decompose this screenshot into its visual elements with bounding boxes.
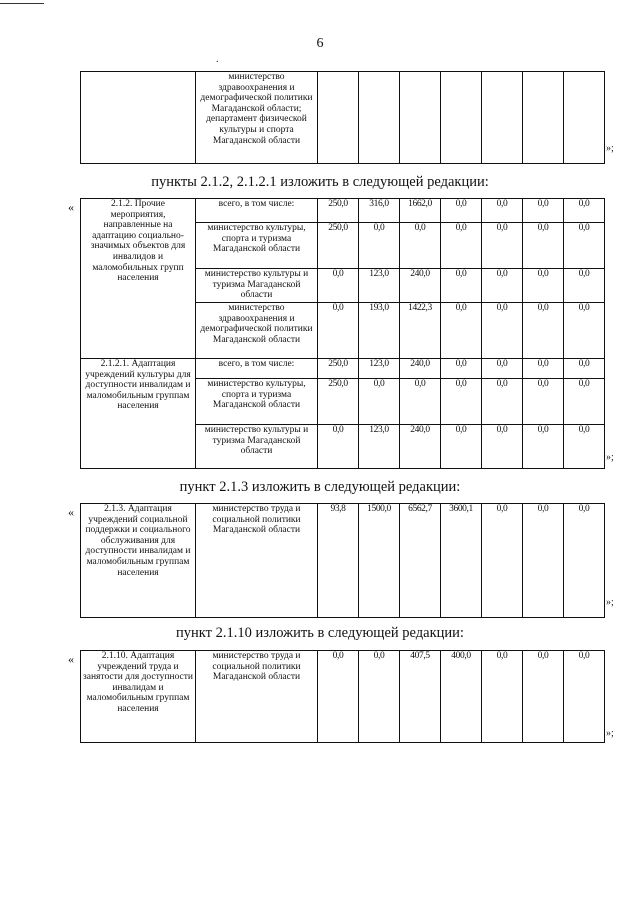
value-cell: 0,0	[441, 223, 482, 269]
value-cell: 0,0	[359, 651, 400, 743]
value-cell: 0,0	[523, 651, 564, 743]
executor-cell: всего, в том числе:	[196, 199, 318, 223]
value-cell: 0,0	[482, 379, 523, 425]
value-cell: 240,0	[400, 425, 441, 469]
description-cell	[81, 72, 196, 164]
value-cell: 316,0	[359, 199, 400, 223]
value-cell: 0,0	[359, 379, 400, 425]
quote-close: »;	[606, 143, 614, 154]
executor-cell: министерство здравоохранения и демографической политики Магаданской области; департамент физической культуры и спорта Магаданской области	[196, 72, 318, 164]
value-cell: 1662,0	[400, 199, 441, 223]
executor-cell: всего, в том числе:	[196, 359, 318, 379]
value-cell: 0,0	[318, 425, 359, 469]
value-cell: 0,0	[482, 504, 523, 618]
value-cell: 0,0	[359, 223, 400, 269]
heading-2: пункт 2.1.3 изложить в следующей редакции:	[179, 479, 461, 495]
stray-mark: .	[216, 54, 219, 65]
value-cell: 0,0	[400, 379, 441, 425]
value-cell: 0,0	[482, 651, 523, 743]
value-cell: 0,0	[482, 425, 523, 469]
value-cell: 193,0	[359, 303, 400, 359]
value-cell: 240,0	[400, 359, 441, 379]
value-cell: 0,0	[482, 359, 523, 379]
value-cell: 250,0	[318, 359, 359, 379]
value-cell: 0,0	[441, 199, 482, 223]
value-cell: 0,0	[564, 359, 605, 379]
value-cell: 0,0	[564, 651, 605, 743]
value-cell: 0,0	[564, 504, 605, 618]
value-cell: 0,0	[482, 223, 523, 269]
value-cell: 1422,3	[400, 303, 441, 359]
description-cell: 2.1.10. Адаптация учреждений труда и занятости для доступности инвалидам и маломобильным группам населения	[81, 651, 196, 743]
table-row	[81, 72, 605, 164]
value-cell: 0,0	[523, 359, 564, 379]
value-cell: 0,0	[564, 379, 605, 425]
value-cell: 123,0	[359, 425, 400, 469]
value-cell: 6562,7	[400, 504, 441, 618]
value-cell: 250,0	[318, 223, 359, 269]
table-2-1-2	[80, 198, 605, 469]
value-cell: 0,0	[523, 425, 564, 469]
value-cell: 0,0	[482, 269, 523, 303]
value-cell: 0,0	[318, 269, 359, 303]
value-cell: 0,0	[400, 223, 441, 269]
value-cell: 123,0	[359, 359, 400, 379]
value-cell: 0,0	[441, 269, 482, 303]
value-cell: 0,0	[441, 359, 482, 379]
description-cell: 2.1.2. Прочие мероприятия, направленные на адаптацию социально-значимых объектов для инвалидов и маломобильных групп населения	[81, 199, 196, 359]
value-cell: 0,0	[523, 303, 564, 359]
value-cell: 0,0	[441, 303, 482, 359]
executor-cell: министерство культуры и туризма Магаданской области	[196, 425, 318, 469]
value-cell: 400,0	[441, 651, 482, 743]
description-cell: 2.1.2.1. Адаптация учреждений культуры для доступности инвалидам и маломобильным группам населения	[81, 359, 196, 469]
value-cell: 250,0	[318, 199, 359, 223]
executor-cell: министерство культуры, спорта и туризма Магаданской области	[196, 379, 318, 425]
value-cell: 0,0	[318, 651, 359, 743]
corner-mark	[0, 0, 44, 4]
table-row	[81, 651, 605, 743]
heading-1: пункты 2.1.2, 2.1.2.1 изложить в следующей редакции:	[151, 174, 489, 190]
description-cell: 2.1.3. Адаптация учреждений социальной поддержки и социального обслуживания для доступности инвалидам и маломобильным группам населения	[81, 504, 196, 618]
executor-cell: министерство здравоохранения и демографической политики Магаданской области	[196, 303, 318, 359]
value-cell: 123,0	[359, 269, 400, 303]
value-cell: 0,0	[523, 223, 564, 269]
value-cell: 0,0	[523, 269, 564, 303]
table-row	[81, 504, 605, 618]
quote-open: «	[68, 652, 74, 666]
value-cell: 3600,1	[441, 504, 482, 618]
value-cell: 0,0	[564, 223, 605, 269]
value-cell: 0,0	[441, 425, 482, 469]
value-cell: 1500,0	[359, 504, 400, 618]
quote-close: »;	[606, 452, 614, 463]
value-cell: 0,0	[318, 303, 359, 359]
value-cell: 250,0	[318, 379, 359, 425]
executor-cell: министерство культуры и туризма Магаданской области	[196, 269, 318, 303]
value-cell: 240,0	[400, 269, 441, 303]
value-cell: 0,0	[523, 379, 564, 425]
quote-open: «	[68, 505, 74, 519]
executor-cell: министерство труда и социальной политики Магаданской области	[196, 504, 318, 618]
quote-open: «	[68, 200, 74, 214]
value-cell: 407,5	[400, 651, 441, 743]
executor-cell: министерство культуры, спорта и туризма Магаданской области	[196, 223, 318, 269]
heading-3: пункт 2.1.10 изложить в следующей редакции:	[176, 625, 464, 641]
value-cell: 0,0	[523, 199, 564, 223]
table-continuation	[80, 71, 605, 164]
value-cell: 0,0	[482, 303, 523, 359]
quote-close: »;	[606, 728, 614, 739]
value-cell: 0,0	[564, 269, 605, 303]
value-cell: 0,0	[564, 425, 605, 469]
table-2-1-3	[80, 503, 605, 618]
table-row	[81, 199, 605, 223]
page-number: 6	[316, 36, 324, 51]
value-cell: 0,0	[564, 199, 605, 223]
value-cell: 0,0	[482, 199, 523, 223]
value-cell: 0,0	[564, 303, 605, 359]
value-cell: 0,0	[523, 504, 564, 618]
executor-cell: министерство труда и социальной политики Магаданской области	[196, 651, 318, 743]
value-cell: 93,8	[318, 504, 359, 618]
table-2-1-10	[80, 650, 605, 743]
quote-close: »;	[606, 597, 614, 608]
table-row	[81, 359, 605, 379]
value-cell: 0,0	[441, 379, 482, 425]
